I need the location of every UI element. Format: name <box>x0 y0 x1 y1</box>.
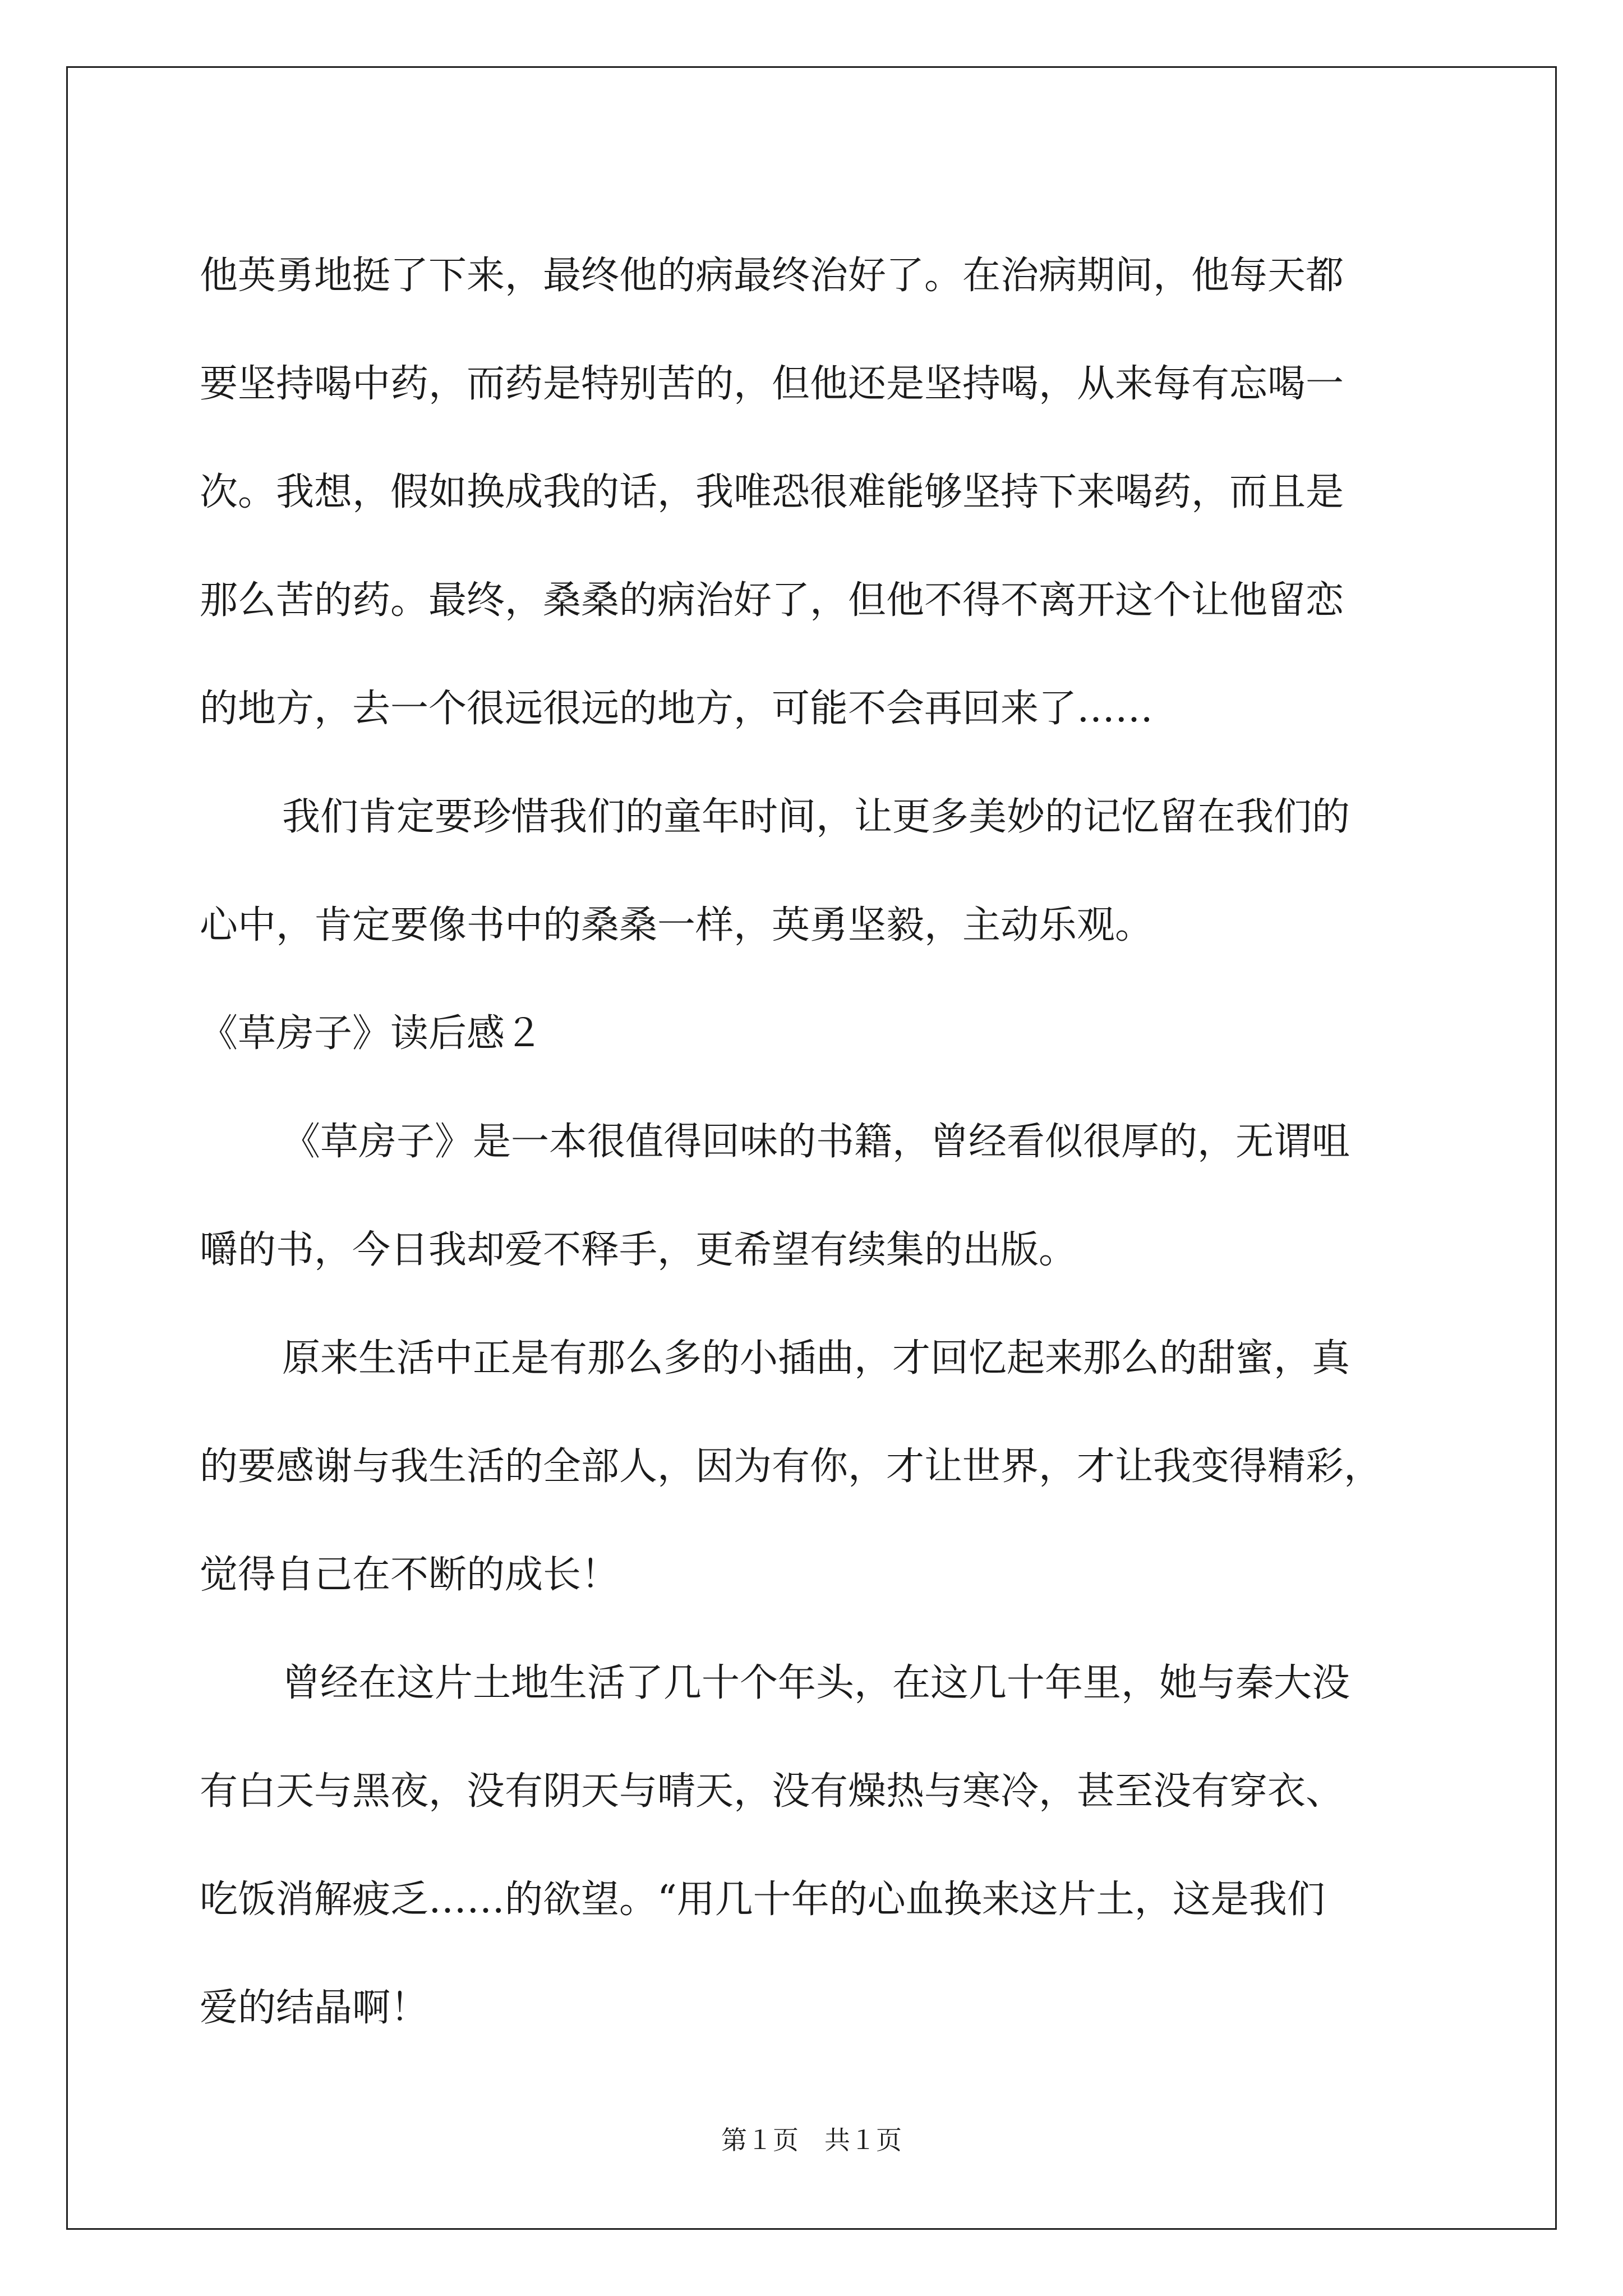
text-line: 《草房子》是一本很值得回味的书籍，曾经看似很厚的，无谓咀 <box>282 1120 1350 1164</box>
text-line: 曾经在这片土地生活了几十个年头，在这几十年里，她与秦大没 <box>282 1661 1350 1705</box>
document-body <box>200 222 1428 2062</box>
text-line: 我们肯定要珍惜我们的童年时间，让更多美妙的记忆留在我们的 <box>282 795 1350 839</box>
text-line: 觉得自己在不断的成长！ <box>200 1553 620 1597</box>
text-line: 他英勇地挺了下来，最终他的病最终治好了。在治病期间，他每天都 <box>200 254 1344 298</box>
page-footer <box>0 2123 1623 2157</box>
text-line: 原来生活中正是有那么多的小插曲，才回忆起来那么的甜蜜，真 <box>282 1336 1350 1381</box>
text-line: 次。我想，假如换成我的话，我唯恐很难能够坚持下来喝药，而且是 <box>200 470 1344 514</box>
text-line: 爱的结晶啊！ <box>200 1986 429 2030</box>
text-line: 要坚持喝中药，而药是特别苦的，但他还是坚持喝，从来每有忘喝一 <box>200 362 1344 406</box>
section-heading: 《草房子》读后感２ <box>200 1011 543 1056</box>
text-line: 心中，肯定要像书中的桑桑一样，英勇坚毅，主动乐观。 <box>200 903 1154 947</box>
text-line: 的要感谢与我生活的全部人，因为有你，才让世界，才让我变得精彩， <box>200 1444 1382 1489</box>
text-line: 那么苦的药。最终，桑桑的病治好了，但他不得不离开这个让他留恋 <box>200 578 1344 623</box>
text-line: 的地方，去一个很远很远的地方，可能不会再回来了…… <box>200 687 1154 731</box>
page-total: 共１页 <box>824 2125 902 2155</box>
text-line: 嚼的书，今日我却爱不释手，更希望有续集的出版。 <box>200 1228 1077 1272</box>
text-line: 有白天与黑夜，没有阴天与晴天，没有燥热与寒冷，甚至没有穿衣、 <box>200 1769 1344 1814</box>
text-line: 吃饭消解疲乏……的欲望。“用几十年的心血换来这片土，这是我们 <box>200 1878 1325 1922</box>
page-number: 第１页 <box>721 2125 799 2155</box>
